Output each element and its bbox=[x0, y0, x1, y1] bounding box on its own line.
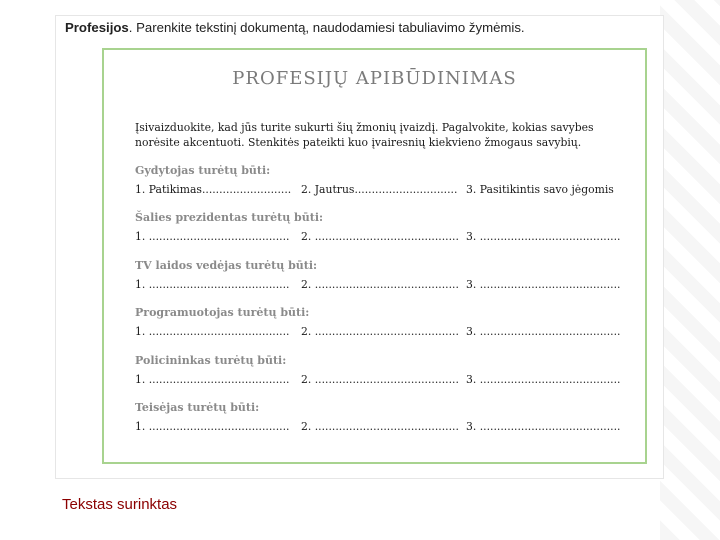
section-judge bbox=[135, 401, 635, 436]
section-president bbox=[135, 211, 635, 246]
section-label: Teisėjas turėtų būti: bbox=[135, 401, 260, 414]
item-1: 1. ......................................... bbox=[135, 230, 290, 243]
item-2: 2. .......................................... bbox=[301, 278, 459, 291]
worksheet-frame bbox=[102, 48, 647, 464]
item-2: 2. .......................................... bbox=[301, 230, 459, 243]
item-row bbox=[135, 325, 635, 341]
item-row bbox=[135, 420, 635, 436]
item-row bbox=[135, 183, 635, 199]
item-3: 3. ......................................... bbox=[466, 325, 621, 338]
item-2: 2. .......................................... bbox=[301, 325, 459, 338]
worksheet-title: PROFESIJŲ APIBŪDINIMAS bbox=[232, 68, 517, 89]
section-label: Šalies prezidentas turėtų būti: bbox=[135, 211, 324, 224]
section-tv-host bbox=[135, 259, 635, 294]
item-1: 1. ......................................... bbox=[135, 278, 290, 291]
task-bold: Profesijos bbox=[65, 20, 129, 35]
footer-caption: Tekstas surinktas bbox=[62, 496, 178, 513]
item-2: 2. .......................................... bbox=[301, 373, 459, 386]
item-3: 3. Pasitikintis savo jėgomis bbox=[466, 183, 614, 196]
item-row bbox=[135, 373, 635, 389]
item-1: 1. Patikimas.......................... bbox=[135, 183, 292, 196]
item-3: 3. ......................................... bbox=[466, 230, 621, 243]
decorative-chevrons bbox=[660, 0, 720, 540]
section-police bbox=[135, 354, 635, 389]
item-3: 3. ......................................... bbox=[466, 420, 621, 433]
section-label: Gydytojas turėtų būti: bbox=[135, 164, 271, 177]
section-doctor bbox=[135, 164, 635, 199]
item-2: 2. Jautrus.............................. bbox=[301, 183, 458, 196]
item-1: 1. ......................................... bbox=[135, 325, 290, 338]
item-row bbox=[135, 278, 635, 294]
item-row bbox=[135, 230, 635, 246]
section-label: Policininkas turėtų būti: bbox=[135, 354, 287, 367]
item-1: 1. ......................................... bbox=[135, 420, 290, 433]
section-label: TV laidos vedėjas turėtų būti: bbox=[135, 259, 318, 272]
section-programmer bbox=[135, 306, 635, 341]
item-3: 3. ......................................... bbox=[466, 373, 621, 386]
section-label: Programuotojas turėtų būti: bbox=[135, 306, 310, 319]
item-2: 2. .......................................... bbox=[301, 420, 459, 433]
task-text: . Parenkite tekstinį dokumentą, naudodamiesi tabuliavimo žymėmis. bbox=[128, 20, 525, 35]
worksheet-image bbox=[56, 16, 663, 478]
task-instruction bbox=[65, 20, 655, 35]
item-3: 3. ......................................... bbox=[466, 278, 621, 291]
item-1: 1. ......................................... bbox=[135, 373, 290, 386]
worksheet-intro: Įsivaizduokite, kad jūs turite sukurti šių žmonių įvaizdį. Pagalvokite, kokias savybes norėsite akcentuoti. Stenkitės pateikti kuo įvairesnių kiekvieno žmogaus savybių. bbox=[135, 121, 594, 149]
